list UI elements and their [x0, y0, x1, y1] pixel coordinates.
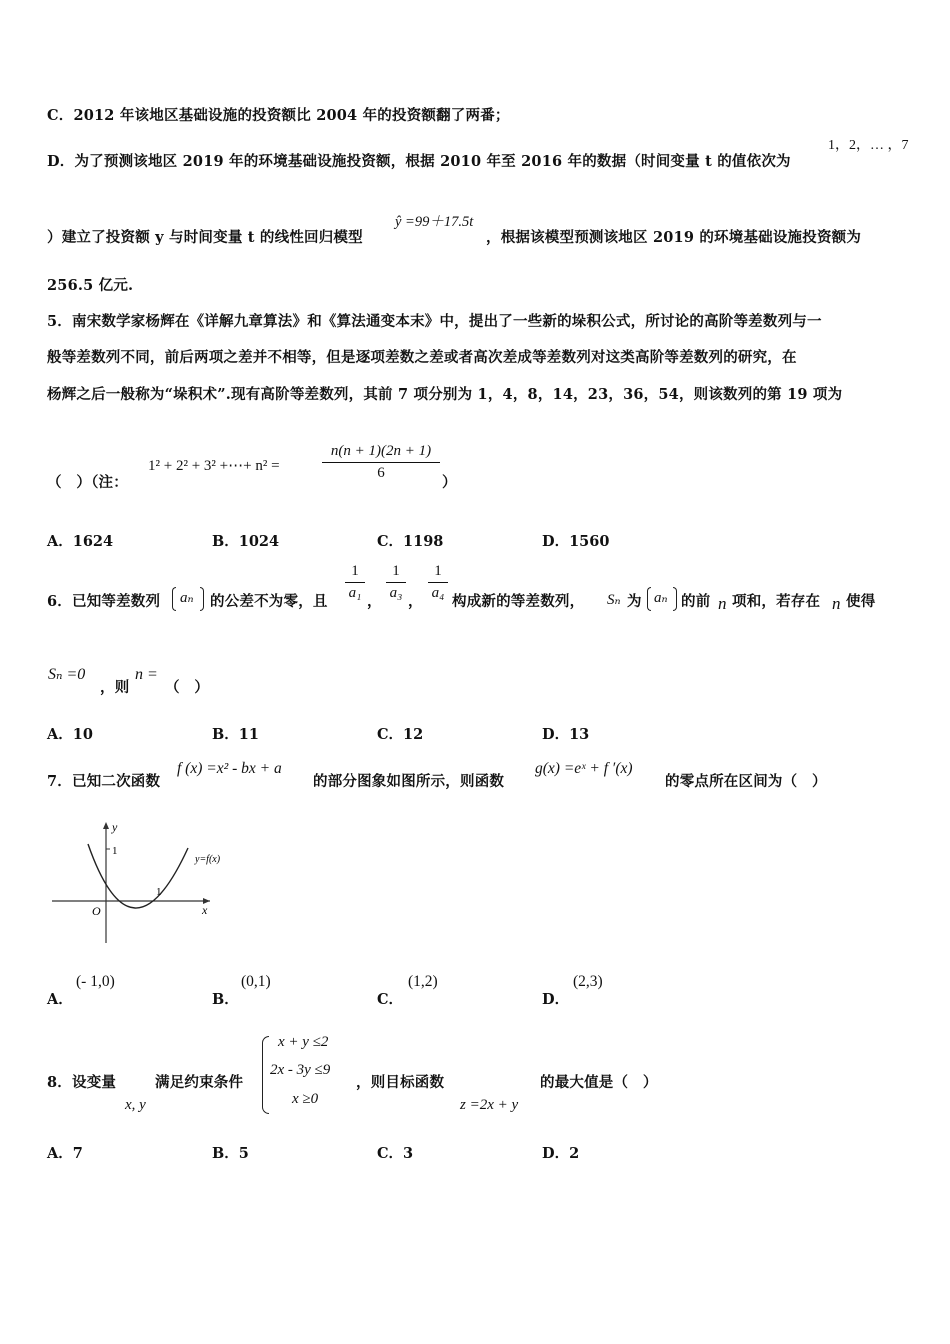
q5-choice-a[interactable]: A．1624 — [47, 533, 114, 550]
q5-note-prefix: （ ）（注： — [47, 474, 128, 491]
q7-choice-d-letter[interactable]: D． — [542, 991, 570, 1008]
q6-frac2-num: 1 — [392, 563, 400, 579]
parabola-curve — [88, 844, 188, 908]
q6-frac1-num: 1 — [351, 563, 359, 579]
q6-set2-brace-right — [673, 587, 677, 611]
q6-frac3-num: 1 — [434, 563, 442, 579]
q6-sequence-an-2: aₙ — [654, 590, 668, 606]
q6-text-5: 的前 — [681, 593, 711, 610]
q4-option-c: C．2012 年该地区基础设施的投资额比 2004 年的投资额翻了两番； — [47, 107, 510, 124]
q6-text-3: 构成新的等差数列， — [452, 593, 585, 610]
q5-choice-d[interactable]: D．1560 — [542, 533, 610, 550]
q6-text-2: 的公差不为零，且 — [210, 593, 328, 610]
graph-y-tick-label: 1 — [112, 845, 118, 857]
q4-option-d-line2 — [47, 226, 363, 247]
q5-sum-of-squares-lhs: 1² + 2² + 3² +⋯+ n² = — [148, 458, 280, 474]
graph-x-tick-label: 1 — [156, 886, 162, 898]
q7-function-f: f (x) =x² - bx + a — [177, 760, 282, 777]
q5-choice-b[interactable]: B．1024 — [212, 533, 280, 550]
q5-line1: 5．南宋数学家杨辉在《详解九章算法》和《算法通变本末》中，提出了一些新的垛积公式，所讨论的高阶等差数列与一 — [47, 313, 822, 330]
q8-text-2: 满足约束条件 — [155, 1074, 244, 1091]
q7-choice-a-letter[interactable]: A． — [47, 991, 73, 1008]
q6-condition-sn-zero: Sₙ =0 — [48, 666, 86, 683]
q6-set2-brace-left — [647, 587, 651, 611]
q6-fraction-1-over-a4 — [428, 563, 448, 602]
q5-line2: 般等差数列不同，前后两项之差并不相等，但是逐项差数之差或者高次差成等差数列对这类高阶等差数列的研究，在 — [47, 349, 797, 366]
q6-frac2-den: a₃ — [389, 585, 403, 601]
q8-text-3: ，则目标函数 — [356, 1074, 445, 1091]
q7-choice-b-interval[interactable]: (0,1) — [241, 973, 271, 990]
q6-frac3-den: a₄ — [431, 585, 445, 601]
q4-option-d-text2: ，根据该模型预测该地区 2019 的环境基础设施投资额为 — [486, 229, 862, 246]
q6-fraction-1-over-a1 — [345, 563, 365, 602]
q6-comma-1: ， — [367, 593, 382, 610]
q8-constraint-2: 2x - 3y ≤9 — [270, 1062, 331, 1078]
q7-choice-c-letter[interactable]: C． — [377, 991, 404, 1008]
q7-choice-a-interval[interactable]: (- 1,0) — [76, 973, 115, 990]
graph-x-label: x — [202, 903, 208, 917]
q4-option-d-line3: 256.5 亿元. — [47, 277, 134, 294]
q8-constraint-1: x + y ≤2 — [278, 1034, 329, 1050]
q6-sum-sn: Sₙ — [607, 592, 621, 608]
q5-choice-c[interactable]: C．1198 — [377, 533, 444, 550]
q5-formula-denominator: 6 — [377, 465, 385, 481]
q8-text-start: 8．设变量 — [47, 1074, 117, 1091]
q8-choice-c[interactable]: C．3 — [377, 1145, 414, 1162]
q6-var-n-2: n — [832, 594, 841, 613]
q8-constraint-brace — [262, 1036, 269, 1114]
q4-option-d-text: ）建立了投资额 y 与时间变量 t 的线性回归模型 — [47, 229, 363, 246]
q7-text-start: 7．已知二次函数 — [47, 773, 161, 790]
q6-var-n: n — [718, 594, 727, 613]
q6-then-text: ，则 — [100, 679, 130, 696]
graph-curve-label: y=f(x) — [195, 854, 221, 865]
q8-constraint-3: x ≥0 — [292, 1091, 319, 1107]
q8-choice-b[interactable]: B．5 — [212, 1145, 249, 1162]
q6-text-6: 项和，若存在 — [732, 593, 821, 610]
q5-note-suffix: ） — [442, 474, 457, 491]
q6-text-7: 使得 — [846, 593, 876, 610]
q4-time-sequence: 1，2，… ，7 — [828, 138, 909, 153]
q4-regression-model: ŷ =99＋17.5t — [395, 214, 474, 230]
q7-choice-c-interval[interactable]: (1,2) — [408, 973, 438, 990]
q6-text-start: 6．已知等差数列 — [47, 593, 161, 610]
q7-choice-b-letter[interactable]: B． — [212, 991, 239, 1008]
q6-choice-d[interactable]: D．13 — [542, 726, 590, 743]
graph-origin-label: O — [92, 904, 101, 918]
q6-n-equals: n = — [135, 666, 158, 683]
q8-text-4: 的最大值是（ ） — [540, 1074, 658, 1091]
q6-frac1-den: a₁ — [348, 585, 362, 601]
q7-function-g: g(x) =eˣ + f ′(x) — [535, 760, 633, 777]
q7-text-2: 的部分图象如图所示，则函数 — [313, 773, 505, 790]
q4-option-d-line1: D．为了预测该地区 2019 年的环境基础设施投资额，根据 2010 年至 2016 年的数据（时间变量 t 的值依次为 — [47, 153, 791, 170]
q5-line3: 杨辉之后一般称为“垛积术”.现有高阶等差数列，其前 7 项分别为 1，4，8，14，23，36，54，则该数列的第 19 项为 — [47, 386, 843, 403]
q8-choice-a[interactable]: A．7 — [47, 1145, 83, 1162]
q6-comma-2: ， — [408, 593, 423, 610]
q7-choice-d-interval[interactable]: (2,3) — [573, 973, 603, 990]
q6-blank-paren: （ ） — [165, 679, 210, 696]
q7-parabola-graph — [50, 818, 240, 948]
q8-variables: x, y — [125, 1097, 146, 1113]
q6-choice-b[interactable]: B．11 — [212, 726, 259, 743]
q8-objective-function: z =2x + y — [460, 1097, 519, 1113]
q5-sum-formula-fraction — [322, 443, 440, 482]
y-axis-arrow — [103, 822, 109, 829]
q6-text-4: 为 — [627, 593, 642, 610]
q6-set-brace-right — [200, 587, 204, 611]
q6-fraction-1-over-a3 — [386, 563, 406, 602]
q6-sequence-an: aₙ — [180, 590, 194, 606]
graph-y-label: y — [112, 820, 118, 834]
q7-text-3: 的零点所在区间为（ ） — [665, 773, 827, 790]
q6-choice-c[interactable]: C．12 — [377, 726, 424, 743]
q8-choice-d[interactable]: D．2 — [542, 1145, 580, 1162]
q5-formula-numerator: n(n + 1)(2n + 1) — [330, 443, 432, 459]
q6-set-brace-left — [172, 587, 176, 611]
q6-choice-a[interactable]: A．10 — [47, 726, 93, 743]
